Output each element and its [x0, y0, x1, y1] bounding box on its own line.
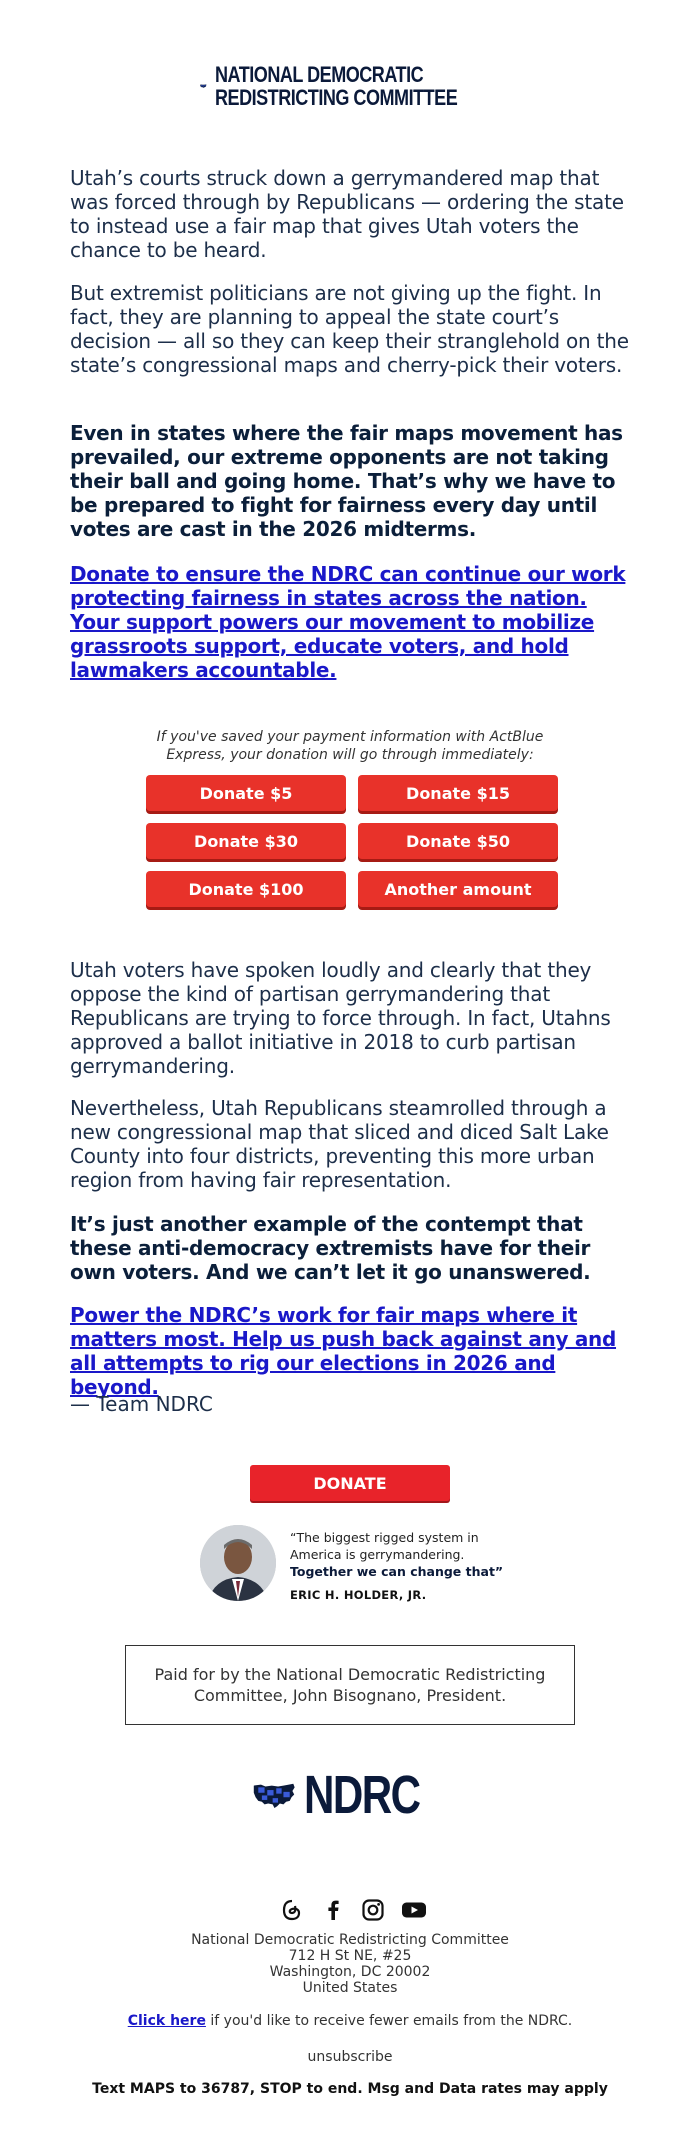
ndrc-footer-logo[interactable]	[252, 1765, 452, 1825]
cta-link-2-wrap	[70, 1303, 630, 1399]
intro-text-1: Utah’s courts struck down a gerrymandered map that was forced through by Republicans — ordering the state to instead use a fair map that gives Utah voters the chance to be heard.	[70, 166, 624, 262]
avatar	[200, 1525, 276, 1601]
ndrc-header-logo[interactable]	[200, 55, 510, 117]
mailing-address	[150, 1932, 550, 1996]
quote-line: “The biggest rigged system in America is gerrymandering.	[290, 1530, 479, 1562]
donate-100-button[interactable]: Donate $100	[146, 871, 346, 907]
body2-paragraph-3	[70, 1212, 630, 1284]
donate-30-button[interactable]: Donate $30	[146, 823, 346, 859]
address-line: National Democratic Redistricting Committee	[191, 1932, 509, 1948]
holder-quote-block	[200, 1525, 504, 1605]
facebook-icon[interactable]	[319, 1896, 347, 1924]
address-line: Washington, DC 20002	[269, 1964, 431, 1980]
logo-line-1: NATIONAL DEMOCRATIC	[214, 62, 423, 87]
ndrc-wordmark: NDRC	[304, 1765, 420, 1825]
donate-button[interactable]: DONATE	[250, 1465, 450, 1501]
quote-bold: Together we can change that”	[290, 1564, 504, 1579]
unsubscribe-link[interactable]: unsubscribe	[307, 2049, 393, 2065]
quote-text	[290, 1529, 510, 1604]
social-links	[278, 1895, 428, 1925]
address-line: 712 H St NE, #25	[288, 1948, 412, 1964]
body2-paragraph-2	[70, 1096, 630, 1192]
intro-text-3-bold: Even in states where the fair maps movement has prevailed, our extreme opponents are not taking their ball and going home. That’s why we have to be prepared to fight for fairness every day until votes are cast in the 2026 midterms.	[70, 421, 623, 541]
donate-15-button[interactable]: Donate $15	[358, 775, 558, 811]
intro-paragraph-3	[70, 421, 630, 541]
fewer-emails-notice	[100, 2013, 600, 2029]
donate-5-button[interactable]: Donate $5	[146, 775, 346, 811]
donate-cta-link-2[interactable]: Power the NDRC’s work for fair maps where it matters most. Help us push back against any and all attempts to rig our elections in 2026 and beyond.	[70, 1303, 617, 1399]
us-puzzle-map-icon	[200, 55, 207, 117]
body2-text-3-bold: It’s just another example of the contempt that these anti-democracy extremists have for their own voters. And we can’t let it go unanswered.	[70, 1212, 591, 1284]
intro-text-2: But extremist politicians are not giving up the fight. In fact, they are planning to appeal the state court’s decision — all so they can keep their stranglehold on the state’s congressional maps and cherry-pick their voters.	[70, 281, 629, 377]
donate-50-button[interactable]: Donate $50	[358, 823, 558, 859]
instagram-icon[interactable]	[359, 1896, 387, 1924]
address-line: United States	[302, 1980, 398, 1996]
donation-button-grid	[146, 775, 558, 907]
donate-cta-link-1[interactable]: Donate to ensure the NDRC can continue our work protecting fairness in states across the nation. Your support powers our movement to mobilize grassroots support, educate voters, and hold lawmakers accountable.	[70, 562, 626, 682]
body2-text-1: Utah voters have spoken loudly and clearly that they oppose the kind of partisan gerrymandering that Republicans are trying to force through. In fact, Utahns approved a ballot initiative in 2018 to curb partisan gerrymandering.	[70, 958, 611, 1078]
sms-disclaimer: Text MAPS to 36787, STOP to end. Msg and Data rates may apply	[92, 2081, 608, 2097]
paid-for-by-disclaimer: Paid for by the National Democratic Redistricting Committee, John Bisognano, President.	[125, 1645, 575, 1725]
actblue-note: If you've saved your payment information with ActBlue Express, your donation will go through immediately:	[156, 729, 544, 763]
quote-author: ERIC H. HOLDER, JR.	[290, 1588, 427, 1602]
body2-text-2: Nevertheless, Utah Republicans steamrolled through a new congressional map that sliced and diced Salt Lake County into four districts, preventing this more urban region from having fair representation.	[70, 1096, 609, 1192]
fewer-emails-text: if you'd like to receive fewer emails from the NDRC.	[205, 2013, 573, 2029]
us-puzzle-map-icon	[252, 1766, 296, 1824]
eric-holder-portrait-icon	[200, 1525, 276, 1601]
intro-paragraph-1	[70, 166, 630, 262]
body2-paragraph-1	[70, 958, 630, 1078]
logo-wordmark	[215, 63, 457, 109]
logo-line-2: REDISTRICTING COMMITTEE	[214, 85, 457, 110]
intro-paragraph-2	[70, 281, 630, 377]
signoff: — Team NDRC	[70, 1392, 213, 1416]
fewer-emails-link[interactable]: Click here	[127, 2013, 206, 2029]
cta-link-1-wrap	[70, 562, 630, 682]
donate-other-amount-button[interactable]: Another amount	[358, 871, 558, 907]
threads-icon[interactable]	[278, 1896, 306, 1924]
youtube-icon[interactable]	[400, 1896, 428, 1924]
